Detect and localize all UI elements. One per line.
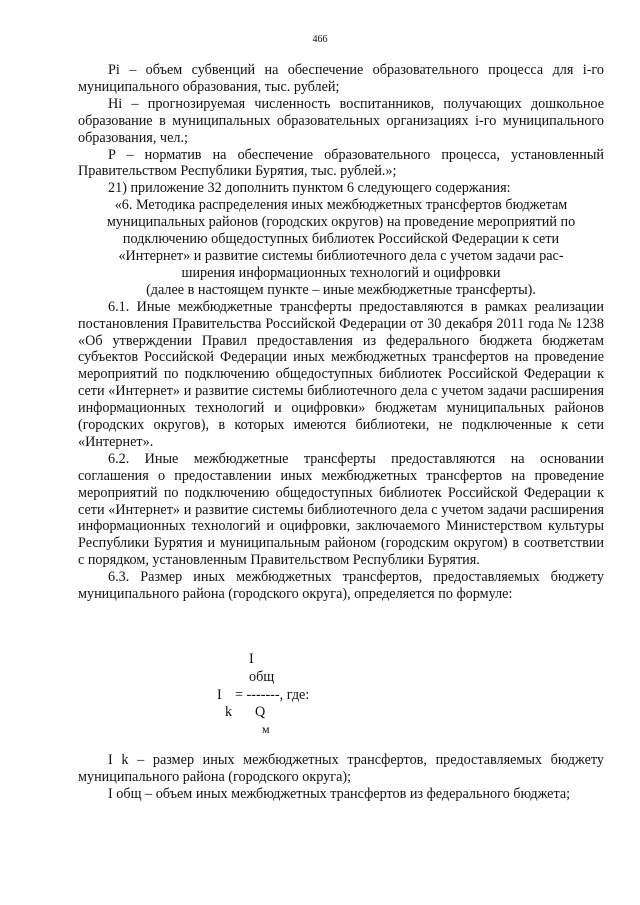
section-heading-line: «6. Методика распределения иных межбюджетных трансфертов бюджетам <box>114 197 568 214</box>
formula-lhs-subscript: k <box>225 704 233 720</box>
paragraph-pi: Pi – объем субвенций на обеспечение образовательного процесса для i-го муниципального образования, тыс. рублей; <box>78 62 604 95</box>
section-heading-line: муниципальных районов (городских округов) на проведение мероприятий по <box>106 214 576 231</box>
clause-6-3: 6.3. Размер иных межбюджетных трансфертов, предоставляемых бюджету муниципального района (городского округа), определяется по формуле: <box>78 569 604 603</box>
definition-iobsh: I общ – объем иных межбюджетных трансфертов из федерального бюджета; <box>108 785 571 802</box>
formula-denominator-symbol: Q <box>255 704 266 720</box>
section-heading-line: (далее в настоящем пункте – иные межбюджетные трансферты). <box>146 281 536 298</box>
formula-lhs-symbol: I <box>217 687 222 703</box>
clause-6-2: 6.2. Иные межбюджетные трансферты предоставляются на основании соглашения о предоставлении иных межбюджетных трансфертов на проведение мероприятий по подключению общедоступных библиотек Российской Федерации к сети «Интернет» и развитие системы библиотечного дела с учетом задачи расширения информационных технологий и оцифровки, заключаемого Министерством культуры Республики Бурятия и муниципальным районом (городским округом) в соответствии с порядком, установленным Правительством Республики Бурятия. <box>78 450 604 569</box>
definitions <box>78 752 604 803</box>
clause-6-1: 6.1. Иные межбюджетные трансферты предоставляются в рамках реализации постановления Правительства Российской Федерации от 30 декабря 2011 года № 1238 «Об утверждении Правил предоставления из федерального бюджета бюджетам субъектов Российской Федерации иных межбюджетных трансфертов на проведение мероприятий по подключению общедоступных библиотек Российской Федерации к сети «Интернет» и развитие системы библиотечного дела с учетом задачи расширения информационных технологий и оцифровки» бюджетам муниципальных районов (городских округов), в которых имеются библиотеки, не подключенные к сети «Интернет». <box>78 298 604 450</box>
formula-numerator-subscript: общ <box>249 669 275 685</box>
document-body <box>78 62 604 603</box>
paragraph-item-21: 21) приложение 32 дополнить пунктом 6 следующего содержания: <box>108 180 511 197</box>
section-heading-line: ширения информационных технологий и оцифровки <box>181 264 501 281</box>
section-heading-line: подключению общедоступных библиотек Российской Федерации к сети <box>122 231 560 248</box>
paragraph-hi: Hi – прогнозируемая численность воспитанников, получающих дошкольное образование в муниципальных образовательных организациях i-го муниципального образования, чел.; <box>78 95 604 146</box>
definition-ik: I k – размер иных межбюджетных трансфертов, предоставляемых бюджету муниципального района (городского округа); <box>78 752 604 785</box>
section-heading-line: «Интернет» и развитие системы библиотечного дела с учетом задачи рас- <box>118 247 564 264</box>
paragraph-p: P – норматив на обеспечение образовательного процесса, установленный Правительством Республики Бурятия, тыс. рублей.»; <box>78 146 604 180</box>
formula-numerator-symbol: I <box>249 651 254 667</box>
formula-denominator-subscript: м <box>262 722 270 736</box>
formula-fraction-bar: = -------, где: <box>235 687 310 703</box>
page-number: 466 <box>312 34 328 45</box>
